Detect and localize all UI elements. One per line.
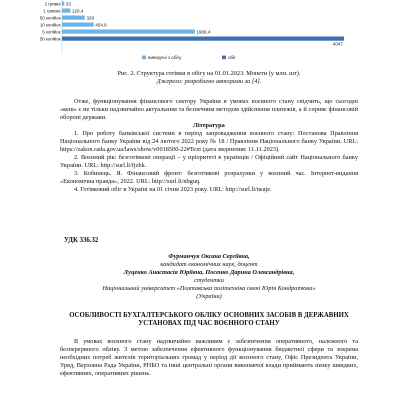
chart-category-label: 2 гривні: [44, 1, 61, 7]
legend-label: виведені з обігу: [148, 55, 182, 60]
author-title: кандидат економічних наук, доцент: [160, 261, 258, 268]
chart-bar: [62, 37, 344, 41]
chart-value-label: 1906,4: [196, 29, 211, 35]
literature-item: 3. Кобинець. Я. Фінансовий фронт: безготівкові розрахунки у воєнний час. Інтернет-видання «Економічна правда», 2022. URL: http://surl.li/nbguq.: [60, 170, 358, 185]
chart-bar: [62, 9, 70, 13]
literature-list: [60, 130, 358, 194]
author-role: студентки: [194, 277, 224, 284]
author-names: Луценко Анастасія Юріївна, Посенко Дарина Олександрівна,: [123, 269, 295, 276]
udk-code: УДК 336.32: [64, 237, 99, 244]
chart-value-label: 454,8: [95, 22, 107, 28]
author-affiliation: Національний університет «Полтавська політехніка імені Юрія Кондратюка»: [102, 285, 316, 292]
chart-bar: [62, 16, 85, 20]
chart-value-label: 328: [86, 15, 95, 21]
literature-item: 2. Воєнний рік: безготівкові операції – у пріоритеті в українців / Офіційний сайт Національного банку України. URL: http://surl.li/fjzhk.: [60, 154, 358, 169]
author-name: Фурманчук Оксана Сергіївна,: [168, 253, 250, 260]
chart-category-label: 1 гривня: [43, 8, 61, 14]
paragraph-conclusion: Отже, функціонування фінансового сектору України в умовах воєнного стану свідчить, що сьогодні «кеш» є не тільки надзвичайно актуальним та безпечним методом здійснення платежів, а й сприяє фінансовій обороні держави.: [60, 98, 358, 121]
legend-swatch: [222, 56, 226, 60]
article-body-paragraph: В умовах воєнного стану надзвичайно важливим є забезпечення оперативного, належного та безперервного обліку. З метою забезпечення ефективного функціонування бюджетної сфери та зокрема необхідних потреб жителів територіальних громад у період дії воєнного стану, Офіс Президента України, Уряд, Верховна Рада України, РНБО та інші центральні органи виконавчої влади приймають низку швидких, ефективних, оперативних рішень.: [60, 338, 358, 377]
author-country: (Україна): [196, 293, 222, 300]
chart-svg: [39, 0, 352, 64]
chart-bar: [62, 2, 64, 6]
chart-category-label: 10 копійок: [39, 22, 61, 28]
chart-bar: [62, 23, 94, 27]
chart-category-label: 5 копійок: [42, 29, 61, 35]
authors-block: [60, 253, 358, 301]
chart-value-label: 120,4: [71, 8, 84, 14]
chart-value-label: 4047: [332, 41, 343, 47]
chart-category-label: 50 копійок: [39, 36, 61, 42]
chart-category-label: 50 копійок: [39, 15, 61, 21]
literature-item: 4. Готівковий обіг в Україні на 01 січня 2023 року. URL: http://surl.li/neaje.: [74, 186, 272, 193]
chart-value-label: 33: [65, 1, 71, 7]
coin-structure-chart: [39, 0, 352, 64]
chart-bar: [62, 30, 195, 34]
figure-source: Джерело: розроблено авторами за [4].: [156, 78, 262, 85]
literature-heading: Література: [193, 122, 225, 129]
legend-label: обіг: [228, 55, 236, 60]
figure-caption: Рис. 2. Структура готівки в обігу на 01.01.2023. Монети (у млн. шт).: [117, 70, 301, 77]
legend-swatch: [142, 56, 146, 60]
literature-item: 1. Про роботу банківської системи в період запровадження воєнного стану: Постанова Правління Національного банку України від 24 лютого 2022 року № 18 / Правління Національного банку України. URL: https://zakon.rada.gov.ua/laws/show/v0018500-22#Text (дата звернення: 11.11.2023).: [60, 130, 358, 153]
article-title: ОСОБЛИВОСТІ БУХГАЛТЕРСЬКОГО ОБЛІКУ ОСНОВНИХ ЗАСОБІВ В ДЕРЖАВНИХ УСТАНОВАХ ПІД ЧАС ВОЄННОГО СТАНУ: [69, 312, 349, 328]
